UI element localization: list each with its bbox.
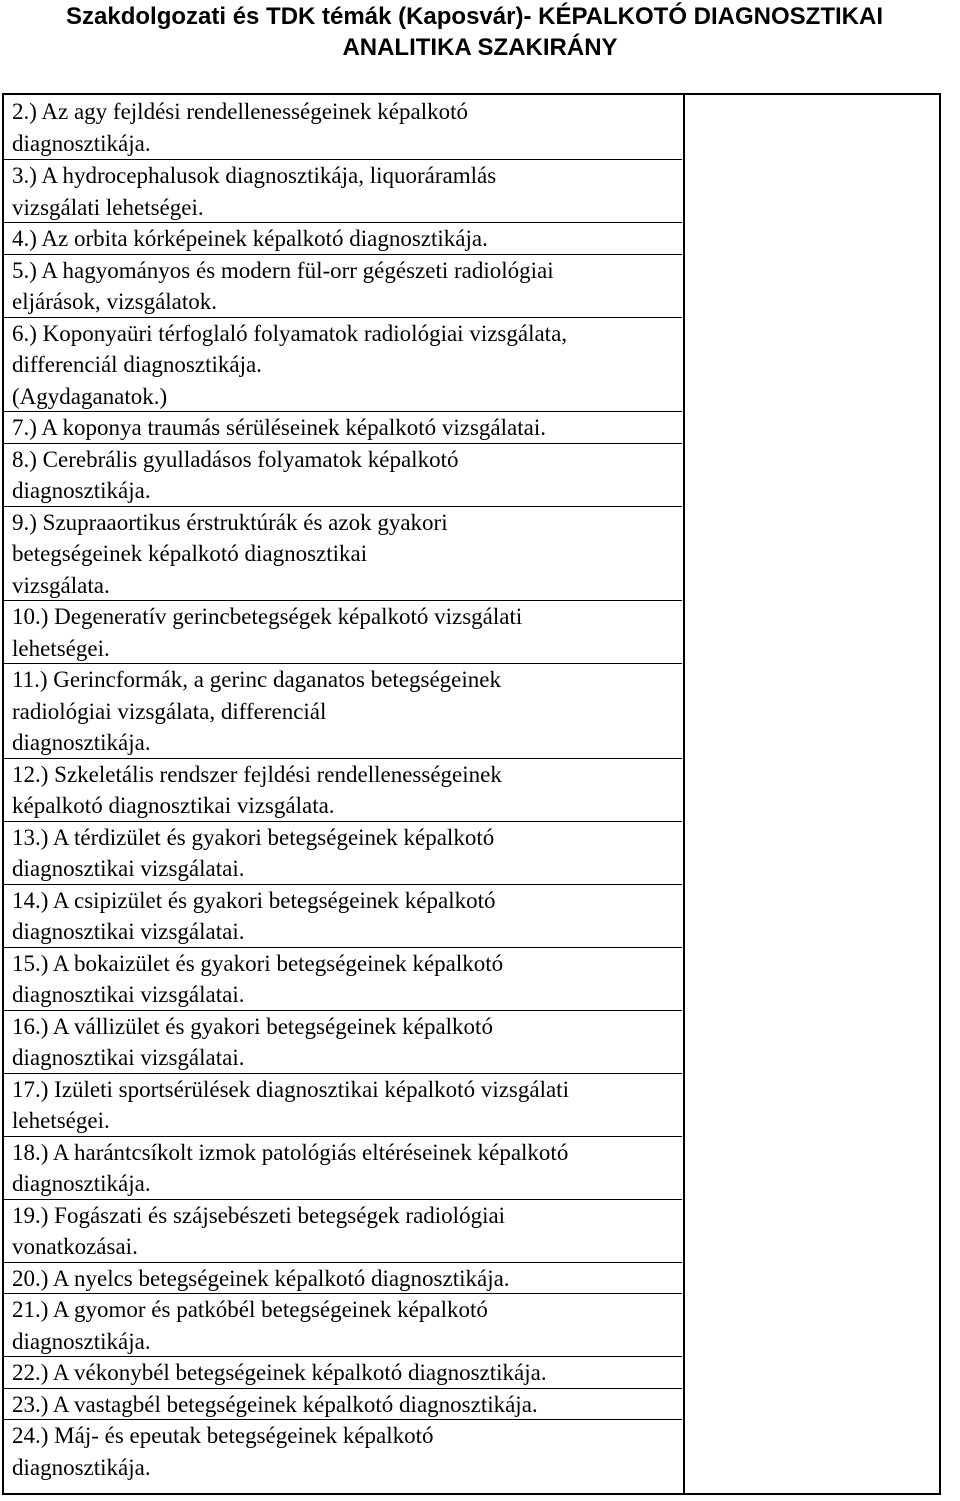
topic-text-line: lehetségei. — [12, 1108, 110, 1133]
topic-text-line: 4.) Az orbita kórképeinek képalkotó diagnosztikája. — [12, 226, 488, 251]
topic-text-line: 24.) Máj- és epeutak betegségeinek képalkotó — [12, 1423, 434, 1448]
topic-text-line: diagnosztikai vizsgálatai. — [12, 982, 245, 1007]
topic-text-line: 12.) Szkeletális rendszer fejldési rendellenességeinek — [12, 761, 502, 787]
topic-text-line: képalkotó diagnosztikai vizsgálata. — [12, 793, 335, 818]
topic-item — [4, 159, 682, 222]
topic-text-line: 15.) A bokaizület és gyakori betegségeinek képalkotó — [12, 950, 504, 976]
topic-text-line: 23.) A vastagbél betegségeinek képalkotó diagnosztikája. — [12, 1391, 538, 1417]
topics-column — [4, 95, 682, 1493]
topic-text-line: 18.) A harántcsíkolt izmok patológiás eltéréseinek képalkotó — [12, 1139, 569, 1165]
topic-text-line: diagnosztikai vizsgálatai. — [12, 856, 245, 881]
topic-text-line: 7.) A koponya traumás sérüléseinek képalkotó vizsgálatai. — [12, 415, 546, 440]
topic-item — [4, 1262, 682, 1294]
topics-table — [2, 93, 941, 1495]
topic-text-line: vonatkozásai. — [12, 1234, 138, 1259]
header-title-line1: Szakdolgozati és TDK témák (Kaposvár)- KÉPALKOTÓ DIAGNOSZTIKAI — [66, 3, 883, 30]
topic-text-line: diagnosztikája. — [12, 730, 151, 755]
topic-item — [4, 1010, 682, 1073]
topic-item — [4, 254, 682, 317]
topic-text-line: diagnosztikája. — [12, 478, 151, 503]
topic-text-line: 6.) Koponyaüri térfoglaló folyamatok radiológiai vizsgálata, — [12, 320, 568, 346]
topic-text-line: 2.) Az agy fejldési rendellenességeinek képalkotó — [12, 99, 469, 124]
topic-text-line: 8.) Cerebrális gyulladásos folyamatok képalkotó — [12, 446, 459, 472]
topic-text-line: 19.) Fogászati és szájsebészeti betegségek radiológiai — [12, 1202, 506, 1228]
topic-item — [4, 1419, 682, 1482]
topic-text-line: diagnosztikája. — [12, 130, 151, 156]
topic-text-line: 16.) A vállizület és gyakori betegségeinek képalkotó — [12, 1013, 493, 1039]
topic-text-line: 20.) A nyelcs betegségeinek képalkotó diagnosztikája. — [12, 1265, 510, 1291]
topic-item — [4, 821, 682, 884]
topic-text-line: vizsgálati lehetségei. — [12, 194, 204, 220]
topic-item — [4, 317, 682, 412]
topic-item — [4, 600, 682, 663]
topic-text-line: diagnosztikai vizsgálatai. — [12, 919, 245, 944]
topic-text-line: diagnosztikája. — [12, 1454, 151, 1480]
topic-item — [4, 947, 682, 1010]
topic-text-line: 17.) Izületi sportsérülések diagnosztikai képalkotó vizsgálati — [12, 1076, 569, 1102]
empty-notes-column — [685, 95, 939, 1493]
topic-item — [4, 884, 682, 947]
topic-item — [4, 443, 682, 506]
topic-item — [4, 506, 682, 601]
topic-text-line: diagnosztikája. — [12, 1171, 151, 1196]
topic-text-line: diagnosztikai vizsgálatai. — [12, 1045, 245, 1070]
topic-item — [4, 663, 682, 758]
topic-item — [4, 411, 682, 443]
topic-item — [4, 758, 682, 821]
topic-text-line: vizsgálata. — [12, 572, 110, 598]
topic-item — [4, 1293, 682, 1356]
topic-text-line: 3.) A hydrocephalusok diagnosztikája, liquoráramlás — [12, 163, 497, 188]
topic-text-line: 22.) A vékonybél betegségeinek képalkotó diagnosztikája. — [12, 1360, 547, 1385]
topic-text-line: radiológiai vizsgálata, differenciál — [12, 698, 327, 724]
topic-text-line: betegségeinek képalkotó diagnosztikai — [12, 541, 368, 566]
topic-text-line: eljárások, vizsgálatok. — [12, 289, 218, 314]
topic-text-line: 21.) A gyomor és patkóbél betegségeinek képalkotó — [12, 1297, 488, 1322]
topic-text-line: 10.) Degeneratív gerincbetegségek képalkotó vizsgálati — [12, 604, 523, 629]
topic-text-line: 11.) Gerincformák, a gerinc daganatos betegségeinek — [12, 667, 501, 692]
topic-item — [4, 1356, 682, 1388]
topic-item — [4, 96, 682, 159]
topic-text-line: 5.) A hagyományos és modern fül-orr gégészeti radiológiai — [12, 257, 554, 283]
topic-item — [4, 1073, 682, 1136]
header-title-line2: ANALITIKA SZAKIRÁNY — [342, 34, 618, 61]
topic-text-line: 14.) A csipizület és gyakori betegségeinek képalkotó — [12, 887, 496, 913]
topic-item — [4, 222, 682, 254]
topic-item — [4, 1136, 682, 1199]
topic-item — [4, 1388, 682, 1420]
topic-text-line: lehetségei. — [12, 635, 110, 661]
topic-text-line: (Agydaganatok.) — [12, 383, 168, 409]
topic-text-line: differenciál diagnosztikája. — [12, 352, 262, 377]
topic-item — [4, 1199, 682, 1262]
topic-text-line: 13.) A térdizület és gyakori betegségeinek képalkotó — [12, 824, 495, 850]
topic-text-line: diagnosztikája. — [12, 1328, 151, 1354]
topic-text-line: 9.) Szupraaortikus érstruktúrák és azok gyakori — [12, 509, 448, 535]
